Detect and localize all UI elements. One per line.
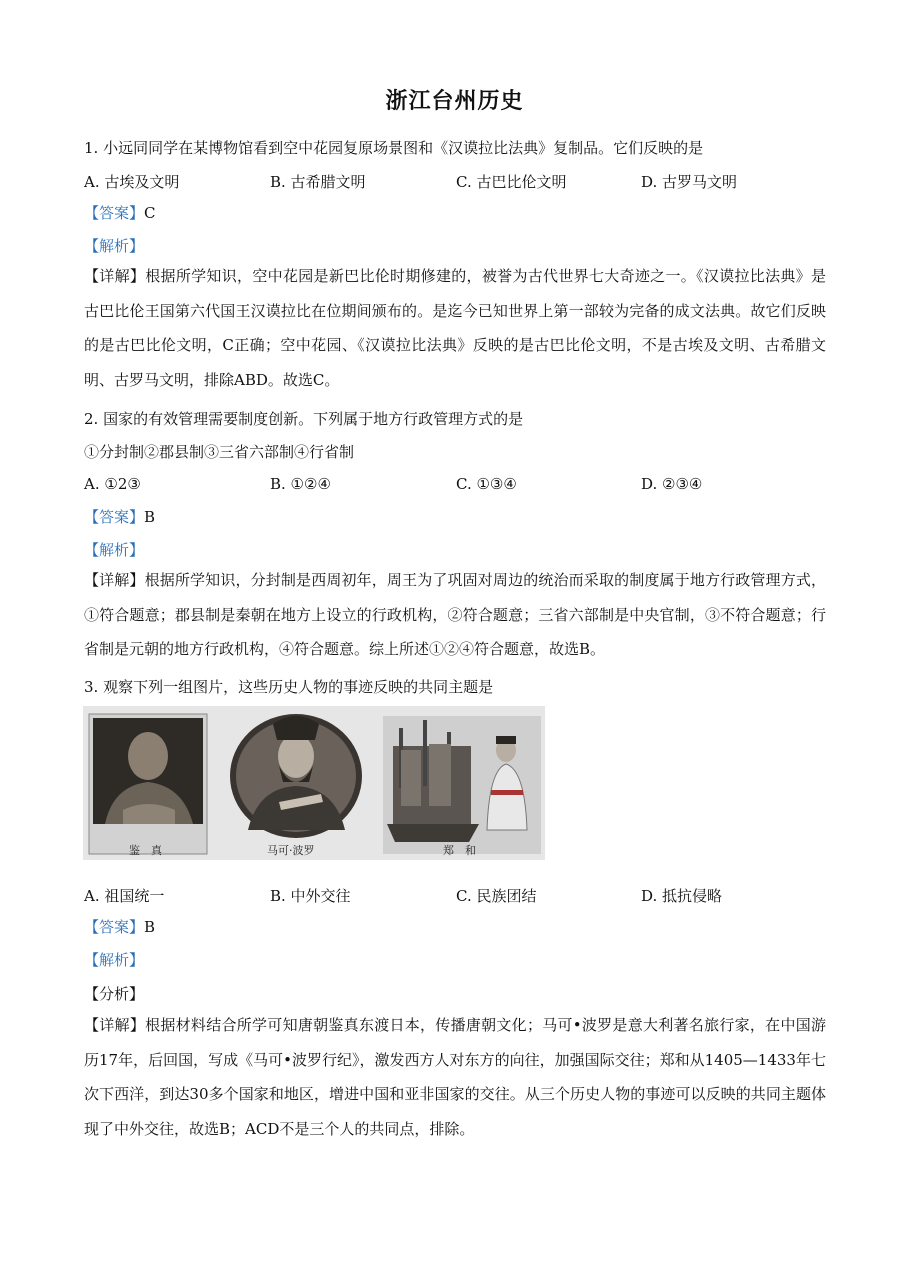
answer-tag: 【答案】 [84, 204, 145, 222]
option-b: B. 中外交往 [270, 887, 351, 905]
option-c: C. 民族团结 [456, 887, 537, 905]
detail-text: 根据所学知识，空中花园是新巴比伦时期修建的，被誉为古代世界七大奇迹之一。《汉谟拉比法典》是古巴比伦王国第六代国王汉谟拉比在位期间颁布的。是迄今已知世界上第一部较为完备的成文法典。故它们反映的是古巴比伦文明，C正确；空中花园、《汉谟拉比法典》反映的是古巴比伦文明，不是古埃及文明、古希腊文明、古罗马文明，排除ABD。故选C。 [84, 267, 826, 389]
option-a: A. ①2③ [84, 475, 141, 493]
question-3-options [84, 885, 844, 905]
answer-tag: 【答案】 [84, 918, 145, 936]
detail-tag: 【详解】 [84, 267, 146, 285]
question-2-options [84, 475, 844, 495]
detail-text: 根据所学知识，分封制是西周初年，周王为了巩固对周边的统治而采取的制度属于地方行政管理方式，①符合题意；郡县制是秦朝在地方上设立的行政机构，②符合题意；三省六部制是中央官制，③不符合题意；行省制是元朝的地方行政机构，④符合题意。综上所述①②④符合题意，故选B。 [84, 571, 826, 658]
detail-text: 根据材料结合所学可知唐朝鉴真东渡日本，传播唐朝文化；马可•波罗是意大利著名旅行家，在中国游历17年，后回国，写成《马可•波罗行纪》，激发西方人对东方的向往，加强国际交往；郑和从1405—1433年七次下西洋，到达30多个国家和地区，增进中国和亚非国家的交往。从三个历史人物的事迹可以反映的共同主题体现了中外交往，故选B；ACD不是三个人的共同点，排除。 [84, 1016, 826, 1138]
option-d: D. ②③④ [641, 475, 703, 493]
question-1-detail [84, 259, 826, 397]
question-3-detail [84, 1008, 826, 1146]
option-d: D. 抵抗侵略 [641, 887, 723, 905]
page-title: 浙江台州历史 [385, 89, 524, 114]
question-2-jiexi-tag: 【解析】 [84, 541, 145, 559]
question-2-answer [84, 507, 155, 527]
answer-value: B [144, 918, 156, 936]
question-1-stem: 1. 小远同同学在某博物馆看到空中花园复原场景图和《汉谟拉比法典》复制品。它们反映的是 [84, 139, 704, 157]
question-2-stem: 2. 国家的有效管理需要制度创新。下列属于地方行政管理方式的是 [84, 410, 524, 428]
question-3-stem: 3. 观察下列一组图片，这些历史人物的事迹反映的共同主题是 [84, 678, 494, 696]
option-a: A. 古埃及文明 [84, 173, 180, 191]
option-c: C. 古巴比伦文明 [456, 173, 567, 191]
option-b: B. 古希腊文明 [270, 173, 366, 191]
detail-tag: 【详解】 [84, 1016, 146, 1034]
figures-illustration [83, 706, 545, 860]
question-1-answer [84, 203, 156, 223]
caption-marco-polo: 马可·波罗 [267, 844, 315, 857]
answer-value: B [144, 508, 156, 526]
question-1-options [84, 171, 844, 191]
historical-figures-image [83, 706, 545, 860]
option-a: A. 祖国统一 [84, 887, 165, 905]
question-2-substem: ①分封制②郡县制③三省六部制④行省制 [84, 443, 355, 461]
detail-tag: 【详解】 [84, 571, 145, 589]
question-1-jiexi-tag: 【解析】 [84, 237, 145, 255]
answer-value: C [144, 204, 156, 222]
caption-jianzhen: 鉴 真 [129, 844, 162, 857]
question-3-answer [84, 917, 155, 937]
answer-tag: 【答案】 [84, 508, 145, 526]
caption-zhenghe: 郑 和 [443, 844, 476, 857]
question-3-fenxi-tag: 【分析】 [84, 985, 145, 1003]
question-3-jiexi-tag: 【解析】 [84, 951, 145, 969]
option-d: D. 古罗马文明 [641, 173, 738, 191]
option-b: B. ①②④ [270, 475, 331, 493]
option-c: C. ①③④ [456, 475, 517, 493]
question-2-detail [84, 563, 826, 667]
